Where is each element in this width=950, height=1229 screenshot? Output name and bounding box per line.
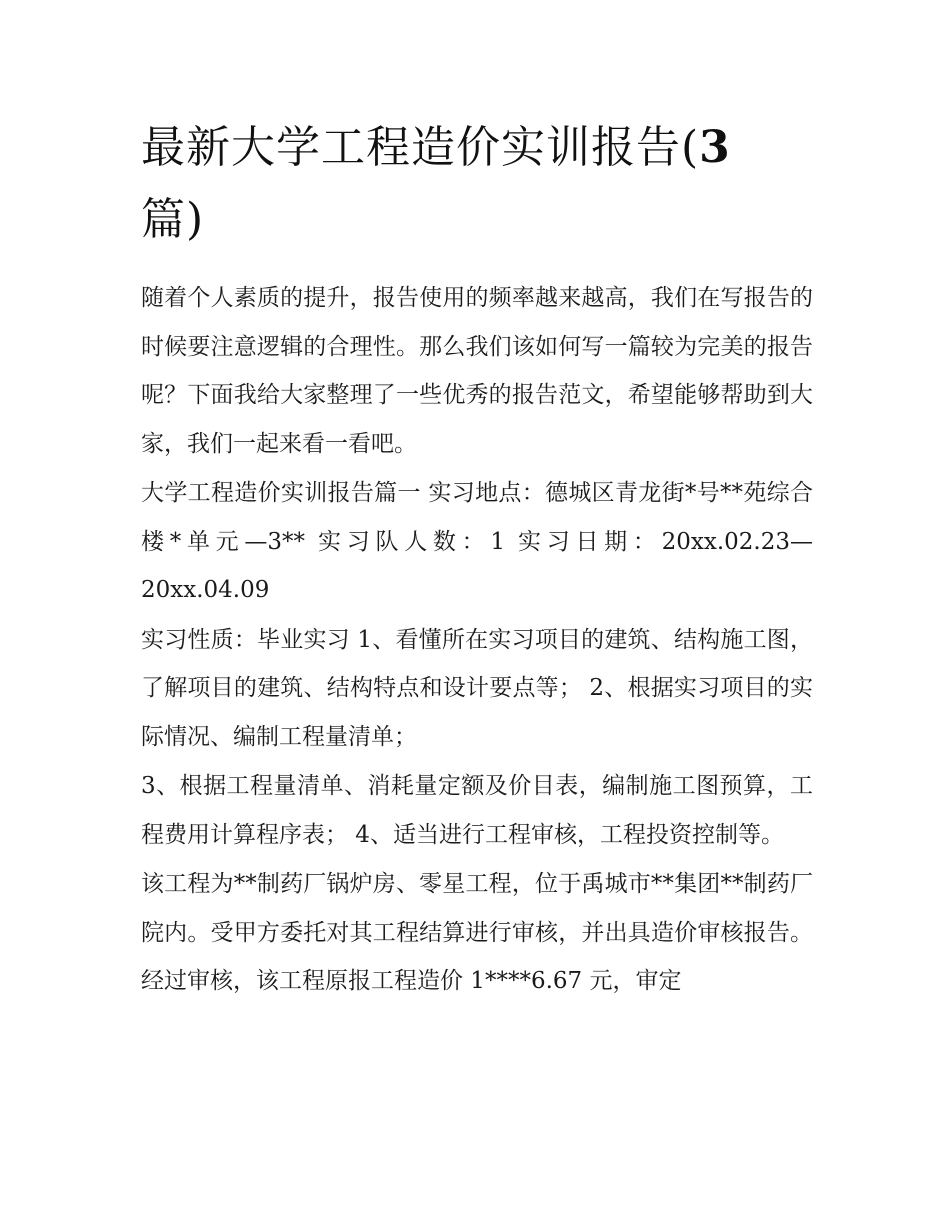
title-number: 3 <box>699 122 731 173</box>
intro-paragraph: 随着个人素质的提升，报告使用的频率越来越高，我们在写报告的时候要注意逻辑的合理性。那么我们该如何写一篇较为完美的报告呢？下面我给大家整理了一些优秀的报告范文，希望能够帮助到大家，我们一起来看一看吧。 <box>141 285 813 457</box>
project-paragraph: 该工程为**制药厂锅炉房、零星工程，位于禹城市**集团**制药厂院内。受甲方委托对其工程结算进行审核，并出具造价审核报告。经过审核，该工程原报工程造价 1****6.67 元，审定 <box>141 871 813 994</box>
report-info-paragraph: 大学工程造价实训报告篇一 实习地点：德城区青龙街*号**苑综合楼*单元—3** 实习队人数：1 实习日期：20xx.02.23—20xx.04.09 <box>141 480 813 603</box>
document-title <box>141 112 813 256</box>
document-content <box>141 112 813 1006</box>
title-tail: 篇) <box>141 194 205 245</box>
internship-nature-paragraph: 实习性质：毕业实习 1、看懂所在实习项目的建筑、结构施工图，了解项目的建筑、结构特点和设计要点等； 2、根据实习项目的实际情况、编制工程量清单； <box>141 626 813 750</box>
title-main: 最新大学工程造价实训报告( <box>141 122 700 173</box>
tasks-paragraph: 3、根据工程量清单、消耗量定额及价目表，编制施工图预算，工程费用计算程序表； 4、适当进行工程审核，工程投资控制等。 <box>141 773 813 848</box>
